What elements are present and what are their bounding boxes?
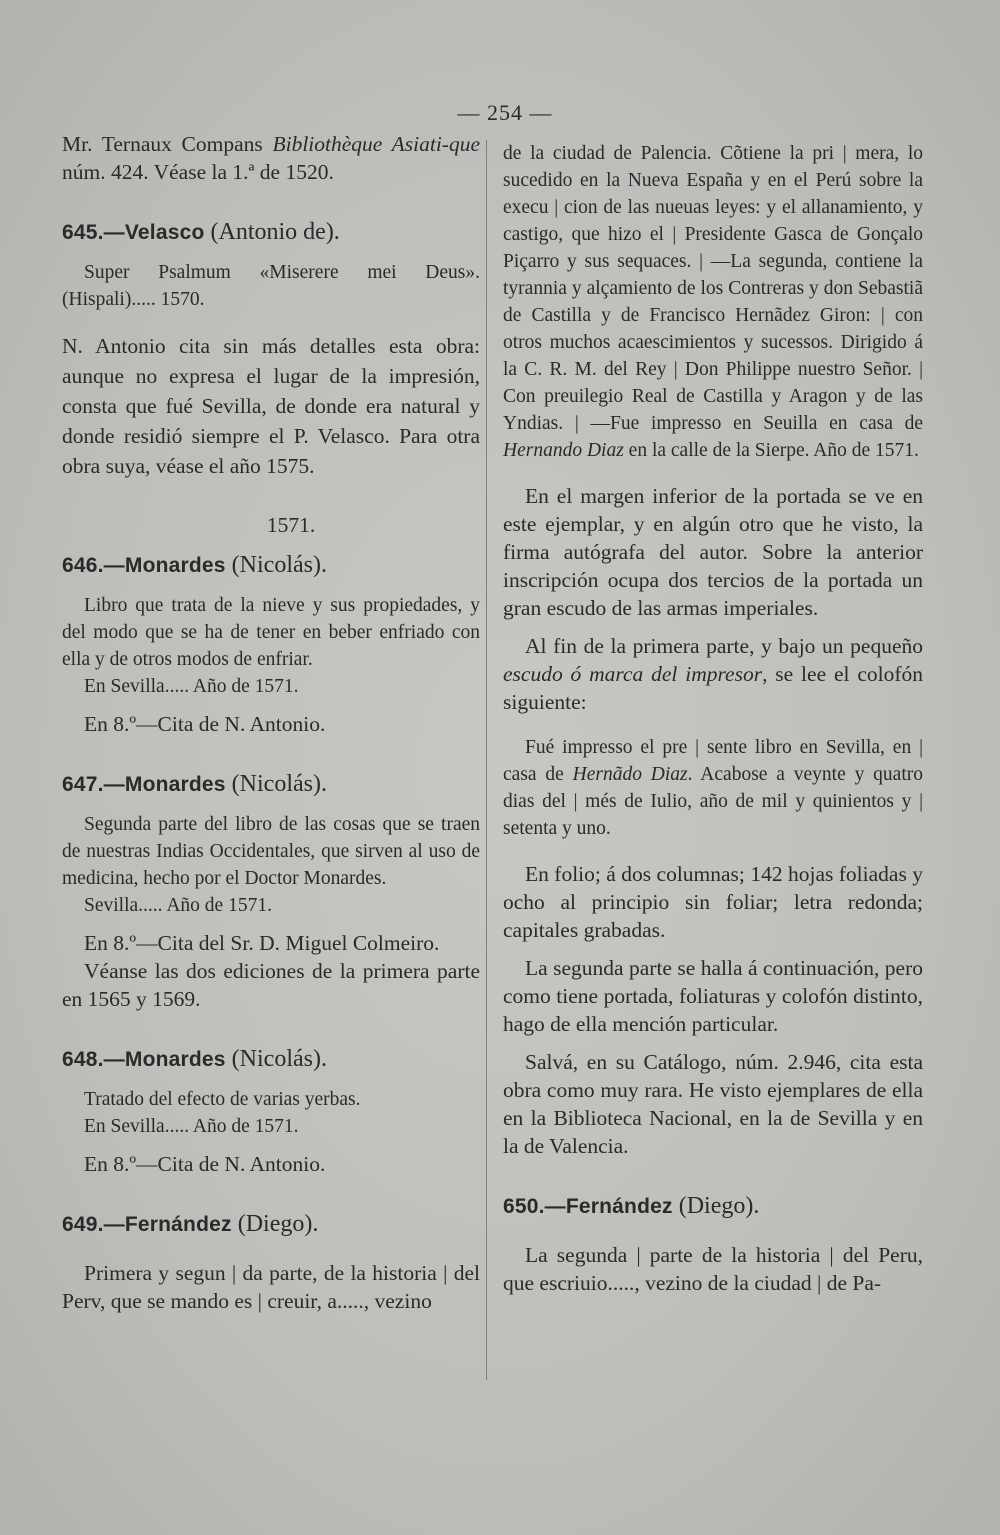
entry-647-title: Segunda parte del libro de las cosas que se traen de nuestras Indias Occidentales, que sirven al uso de medicina, hecho por el Doctor Monardes. bbox=[62, 814, 480, 889]
entry-648-citation: En 8.º—Cita de N. Antonio. bbox=[84, 1152, 326, 1176]
entry-650-title: La segunda | parte de la historia | del Peru, que escriuio....., vezino de la ciudad | de Pa- bbox=[503, 1243, 923, 1295]
entry-647-place: Sevilla..... Año de 1571. bbox=[84, 895, 272, 916]
entry-645-heading: 645.—Velasco (Antonio de). bbox=[62, 219, 340, 245]
paragraph-portada: En el margen inferior de la portada se ve en este ejemplar, y en algún otro que he visto, la firma autógrafa del autor. Sobre la anterior inscripción ocupa dos tercios de la portada un gran escudo de las armas imperiales. bbox=[503, 484, 923, 620]
paragraph-colofon-intro: Al fin de la primera parte, y bajo un pequeño escudo ó marca del impresor, se lee el colofón siguiente: bbox=[503, 634, 923, 714]
entry-649-title-continued: de la ciudad de Palencia. Cõtiene la pri | mera, lo sucedido en la Nueva España y en el Perú sobre la execu | cion de las nueuas leyes: y el allanamiento, y castigo, que hizo el | Presidente Gasca de Gonçalo Piçarro y sus sequaces. | —La segunda, contiene la tyrannia y alçamiento de los Contreras y don Sebastiã de Castilla y de Francisco Hernãdez Giron: | con otros muchos acaescimientos y sucessos. Dirigido á la C. R. M. del Rey | Don Philippe nuestro Señor. | Con preuilegio Real de Castilla y Aragon y de las Yndias. | —Fue impresso en Seuilla en casa de Hernando Diaz en la calle de la Sierpe. Año de 1571. bbox=[503, 143, 923, 461]
entry-649-heading: 649.—Fernández (Diego). bbox=[62, 1211, 319, 1237]
entry-648-place: En Sevilla..... Año de 1571. bbox=[84, 1116, 299, 1137]
paragraph-format: En folio; á dos columnas; 142 hojas foliadas y ocho al principio sin foliar; letra redonda; capitales grabadas. bbox=[503, 862, 923, 942]
entry-648-title: Tratado del efecto de varias yerbas. bbox=[84, 1089, 361, 1110]
entry-647-note: Véanse las dos ediciones de la primera parte en 1565 y 1569. bbox=[62, 959, 480, 1011]
entry-645-title: Super Psalmum «Miserere mei Deus». (Hispali)..... 1570. bbox=[62, 262, 480, 310]
entry-646-place: En Sevilla..... Año de 1571. bbox=[84, 676, 299, 697]
page-number: — 254 — bbox=[457, 100, 553, 125]
entry-645-note: N. Antonio cita sin más detalles esta obra: aunque no expresa el lugar de la impresión, consta que fué Sevilla, de donde era natural y donde residió siempre el P. Velasco. Para otra obra suya, véase el año 1575. bbox=[62, 334, 480, 478]
intro-paragraph: Mr. Ternaux Compans Bibliothèque Asiati-que núm. 424. Véase la 1.ª de 1520. bbox=[62, 132, 480, 184]
entry-647-citation: En 8.º—Cita del Sr. D. Miguel Colmeiro. bbox=[84, 931, 440, 955]
entry-648-heading: 648.—Monardes (Nicolás). bbox=[62, 1046, 327, 1072]
column-divider bbox=[486, 140, 487, 1380]
paragraph-salva: Salvá, en su Catálogo, núm. 2.946, cita esta obra como muy rara. He visto ejemplares de ella en la Biblioteca Nacional, en la de Sevilla y en la de Valencia. bbox=[503, 1050, 923, 1158]
left-column bbox=[62, 130, 480, 1315]
paragraph-second-part: La segunda parte se halla á continuación, pero como tiene portada, foliaturas y colofón distinto, hago de ella mención particular. bbox=[503, 956, 923, 1036]
right-column bbox=[503, 130, 923, 1297]
entry-649-title: Primera y segun | da parte, de la historia | del Perv, que se mando es | creuir, a....., vezino bbox=[62, 1261, 480, 1313]
entry-646-heading: 646.—Monardes (Nicolás). bbox=[62, 552, 327, 578]
year-heading: 1571. bbox=[266, 513, 316, 537]
entry-646-title: Libro que trata de la nieve y sus propiedades, y del modo que se ha de tener en beber enfriado con ella y de otros modos de enfriar. bbox=[62, 595, 480, 670]
colophon-quote: Fué impresso el pre | sente libro en Sevilla, en | casa de Hernãdo Diaz. Acabose a veynte y quatro dias del | més de Iulio, año de mil y quinientos y | setenta y uno. bbox=[503, 737, 923, 839]
entry-650-heading: 650.—Fernández (Diego). bbox=[503, 1193, 760, 1219]
entry-647-heading: 647.—Monardes (Nicolás). bbox=[62, 771, 327, 797]
entry-646-citation: En 8.º—Cita de N. Antonio. bbox=[84, 712, 326, 736]
